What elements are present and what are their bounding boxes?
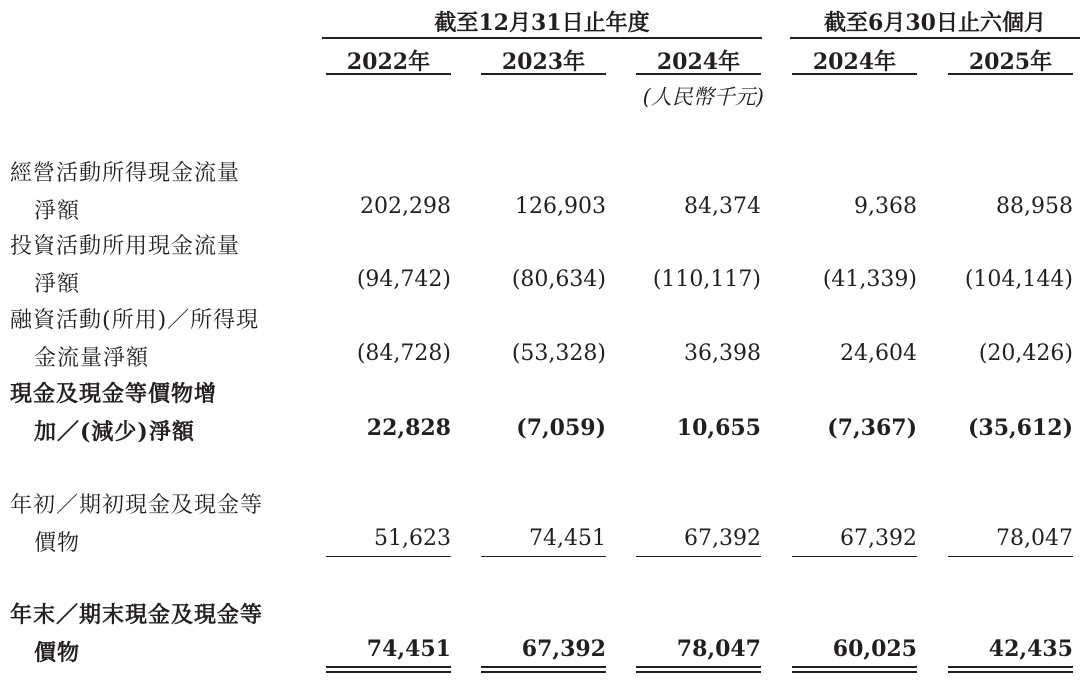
cell-value: (80,634) bbox=[511, 267, 606, 292]
cell-value: 126,903 bbox=[515, 194, 606, 219]
column-header-rule bbox=[481, 73, 606, 75]
cell-value: 67,392 bbox=[840, 526, 917, 551]
cell-value: (35,612) bbox=[967, 415, 1073, 441]
row-label-continued: 淨額 bbox=[34, 199, 81, 224]
cell-value: 78,047 bbox=[996, 526, 1073, 551]
column-header-2022: 2022年 bbox=[346, 49, 431, 75]
row-label: 現金及現金等價物增 bbox=[10, 381, 218, 407]
column-header-rule bbox=[636, 73, 761, 75]
cell-value: 67,392 bbox=[684, 526, 761, 551]
cell-value: (7,367) bbox=[827, 415, 917, 441]
cell-value: 22,828 bbox=[366, 415, 451, 441]
column-header-rule bbox=[792, 73, 917, 75]
row-label: 融資活動(所用)／所得現 bbox=[10, 308, 260, 333]
column-header-rule bbox=[948, 73, 1073, 75]
row-label-continued: 淨額 bbox=[34, 272, 81, 297]
total-double-rule bbox=[326, 666, 451, 673]
row-label: 年末／期末現金及現金等 bbox=[10, 602, 264, 628]
cell-value: (94,742) bbox=[356, 267, 451, 292]
subtotal-rule bbox=[636, 556, 761, 557]
column-header-2025-half: 2025年 bbox=[968, 49, 1053, 75]
cell-value: 36,398 bbox=[684, 341, 761, 366]
row-label-continued: 價物 bbox=[34, 531, 81, 556]
cell-value: (53,328) bbox=[511, 341, 606, 366]
cell-value: 67,392 bbox=[521, 636, 606, 662]
column-header-2023: 2023年 bbox=[501, 49, 586, 75]
cell-value: (104,144) bbox=[964, 267, 1073, 292]
cell-value: (84,728) bbox=[356, 341, 451, 366]
row-label: 投資活動所用現金流量 bbox=[10, 234, 241, 259]
column-header-rule bbox=[326, 73, 451, 75]
row-label-continued: 價物 bbox=[34, 640, 81, 666]
cell-value: 24,604 bbox=[840, 341, 917, 366]
cell-value: (110,117) bbox=[652, 267, 761, 292]
cell-value: 42,435 bbox=[988, 636, 1073, 662]
column-header-2024-half: 2024年 bbox=[812, 49, 897, 75]
total-double-rule bbox=[481, 666, 606, 673]
cell-value: (20,426) bbox=[978, 341, 1073, 366]
group-header-rule bbox=[322, 37, 762, 39]
subtotal-rule bbox=[948, 556, 1073, 557]
cell-value: (41,339) bbox=[822, 267, 917, 292]
row-label-continued: 加／(減少)淨額 bbox=[34, 419, 195, 445]
total-double-rule bbox=[636, 666, 761, 673]
subtotal-rule bbox=[792, 556, 917, 557]
cell-value: 74,451 bbox=[529, 526, 606, 551]
cell-value: 10,655 bbox=[676, 415, 761, 441]
cell-value: 78,047 bbox=[676, 636, 761, 662]
row-label-continued: 金流量淨額 bbox=[34, 346, 150, 371]
subtotal-rule bbox=[326, 556, 451, 557]
cell-value: 84,374 bbox=[684, 194, 761, 219]
row-label: 經營活動所得現金流量 bbox=[10, 161, 241, 186]
cell-value: (7,059) bbox=[516, 415, 606, 441]
group-header-six-months: 截至6月30日止六個月 bbox=[824, 10, 1046, 36]
column-header-2024: 2024年 bbox=[656, 49, 741, 75]
group-header-rule bbox=[790, 37, 1080, 39]
cell-value: 51,623 bbox=[374, 526, 451, 551]
currency-unit-note: (人民幣千元) bbox=[642, 85, 764, 109]
total-double-rule bbox=[948, 666, 1073, 673]
cell-value: 60,025 bbox=[832, 636, 917, 662]
group-header-year-ended: 截至12月31日止年度 bbox=[434, 10, 650, 36]
row-label: 年初／期初現金及現金等 bbox=[10, 493, 264, 518]
cell-value: 9,368 bbox=[854, 194, 917, 219]
total-double-rule bbox=[792, 666, 917, 673]
subtotal-rule bbox=[481, 556, 606, 557]
cell-value: 74,451 bbox=[366, 636, 451, 662]
cell-value: 88,958 bbox=[996, 194, 1073, 219]
cell-value: 202,298 bbox=[360, 194, 451, 219]
